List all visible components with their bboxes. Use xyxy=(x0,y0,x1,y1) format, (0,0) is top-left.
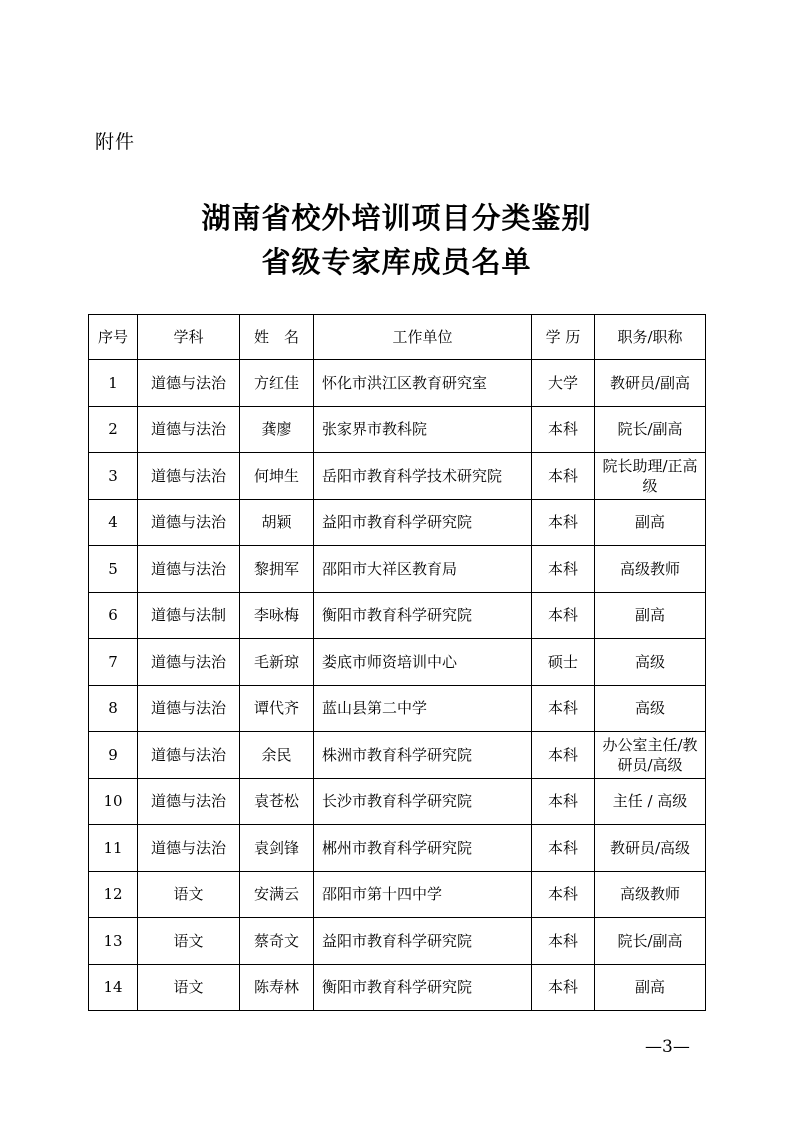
cell-index: 11 xyxy=(89,825,138,872)
cell-education: 本科 xyxy=(532,453,595,500)
cell-index: 9 xyxy=(89,732,138,779)
table-row xyxy=(89,918,706,965)
cell-education: 本科 xyxy=(532,732,595,779)
cell-subject: 道德与法治 xyxy=(138,360,240,407)
cell-unit: 衡阳市教育科学研究院 xyxy=(314,964,532,1011)
cell-unit: 邵阳市第十四中学 xyxy=(314,871,532,918)
cell-title: 高级 xyxy=(595,685,706,732)
table-row xyxy=(89,964,706,1011)
page-number: —3— xyxy=(645,1037,690,1057)
expert-roster-table xyxy=(88,314,706,1011)
cell-subject: 道德与法治 xyxy=(138,406,240,453)
cell-title: 办公室主任/教研员/高级 xyxy=(595,732,706,779)
cell-title: 高级教师 xyxy=(595,871,706,918)
cell-index: 6 xyxy=(89,592,138,639)
cell-subject: 道德与法治 xyxy=(138,778,240,825)
cell-title: 院长/副高 xyxy=(595,406,706,453)
cell-name: 余民 xyxy=(240,732,314,779)
cell-unit: 株洲市教育科学研究院 xyxy=(314,732,532,779)
cell-education: 本科 xyxy=(532,871,595,918)
cell-education: 本科 xyxy=(532,918,595,965)
table-row xyxy=(89,406,706,453)
cell-title: 副高 xyxy=(595,592,706,639)
cell-education: 硕士 xyxy=(532,639,595,686)
header-name: 姓 名 xyxy=(240,315,314,360)
table-header-row xyxy=(89,315,706,360)
table-row xyxy=(89,639,706,686)
cell-index: 1 xyxy=(89,360,138,407)
cell-name: 安满云 xyxy=(240,871,314,918)
cell-name: 黎拥军 xyxy=(240,546,314,593)
cell-subject: 语文 xyxy=(138,964,240,1011)
table-row xyxy=(89,732,706,779)
cell-unit: 长沙市教育科学研究院 xyxy=(314,778,532,825)
cell-name: 陈寿林 xyxy=(240,964,314,1011)
cell-index: 8 xyxy=(89,685,138,732)
header-title: 职务/职称 xyxy=(595,315,706,360)
cell-title: 教研员/副高 xyxy=(595,360,706,407)
cell-index: 10 xyxy=(89,778,138,825)
cell-subject: 道德与法治 xyxy=(138,732,240,779)
cell-education: 大学 xyxy=(532,360,595,407)
cell-unit: 张家界市教科院 xyxy=(314,406,532,453)
cell-subject: 道德与法治 xyxy=(138,639,240,686)
cell-name: 方红佳 xyxy=(240,360,314,407)
table-row xyxy=(89,546,706,593)
cell-title: 高级 xyxy=(595,639,706,686)
cell-index: 4 xyxy=(89,499,138,546)
cell-title: 副高 xyxy=(595,964,706,1011)
cell-title: 院长助理/正高级 xyxy=(595,453,706,500)
cell-subject: 道德与法治 xyxy=(138,546,240,593)
cell-index: 5 xyxy=(89,546,138,593)
cell-name: 谭代齐 xyxy=(240,685,314,732)
cell-name: 蔡奇文 xyxy=(240,918,314,965)
cell-name: 毛新琼 xyxy=(240,639,314,686)
cell-unit: 益阳市教育科学研究院 xyxy=(314,499,532,546)
cell-education: 本科 xyxy=(532,406,595,453)
cell-unit: 怀化市洪江区教育研究室 xyxy=(314,360,532,407)
cell-index: 2 xyxy=(89,406,138,453)
cell-name: 李咏梅 xyxy=(240,592,314,639)
table-row xyxy=(89,360,706,407)
cell-education: 本科 xyxy=(532,825,595,872)
cell-index: 7 xyxy=(89,639,138,686)
cell-name: 袁苍松 xyxy=(240,778,314,825)
cell-unit: 蓝山县第二中学 xyxy=(314,685,532,732)
attachment-label: 附件 xyxy=(95,131,136,153)
cell-subject: 道德与法治 xyxy=(138,453,240,500)
document-title-line-2: 省级专家库成员名单 xyxy=(261,245,532,279)
cell-education: 本科 xyxy=(532,778,595,825)
cell-title: 院长/副高 xyxy=(595,918,706,965)
cell-education: 本科 xyxy=(532,685,595,732)
cell-unit: 郴州市教育科学研究院 xyxy=(314,825,532,872)
cell-education: 本科 xyxy=(532,592,595,639)
header-unit: 工作单位 xyxy=(314,315,532,360)
cell-name: 龚廖 xyxy=(240,406,314,453)
cell-index: 3 xyxy=(89,453,138,500)
cell-unit: 娄底市师资培训中心 xyxy=(314,639,532,686)
cell-name: 何坤生 xyxy=(240,453,314,500)
cell-education: 本科 xyxy=(532,964,595,1011)
table-row xyxy=(89,453,706,500)
table-row xyxy=(89,778,706,825)
cell-subject: 道德与法治 xyxy=(138,825,240,872)
cell-unit: 衡阳市教育科学研究院 xyxy=(314,592,532,639)
cell-education: 本科 xyxy=(532,546,595,593)
table-row xyxy=(89,592,706,639)
cell-subject: 道德与法治 xyxy=(138,499,240,546)
cell-subject: 语文 xyxy=(138,918,240,965)
cell-education: 本科 xyxy=(532,499,595,546)
cell-title: 高级教师 xyxy=(595,546,706,593)
cell-title: 教研员/高级 xyxy=(595,825,706,872)
cell-index: 12 xyxy=(89,871,138,918)
cell-unit: 益阳市教育科学研究院 xyxy=(314,918,532,965)
header-education: 学 历 xyxy=(532,315,595,360)
cell-index: 14 xyxy=(89,964,138,1011)
cell-subject: 道德与法治 xyxy=(138,685,240,732)
cell-name: 袁剑锋 xyxy=(240,825,314,872)
table-row xyxy=(89,685,706,732)
cell-title: 副高 xyxy=(595,499,706,546)
cell-title: 主任 / 高级 xyxy=(595,778,706,825)
cell-unit: 岳阳市教育科学技术研究院 xyxy=(314,453,532,500)
table-row xyxy=(89,499,706,546)
header-index: 序号 xyxy=(89,315,138,360)
cell-subject: 道德与法制 xyxy=(138,592,240,639)
table-row xyxy=(89,825,706,872)
cell-subject: 语文 xyxy=(138,871,240,918)
cell-name: 胡颖 xyxy=(240,499,314,546)
cell-unit: 邵阳市大祥区教育局 xyxy=(314,546,532,593)
table-row xyxy=(89,871,706,918)
document-title-line-1: 湖南省校外培训项目分类鉴别 xyxy=(201,201,592,235)
cell-index: 13 xyxy=(89,918,138,965)
header-subject: 学科 xyxy=(138,315,240,360)
